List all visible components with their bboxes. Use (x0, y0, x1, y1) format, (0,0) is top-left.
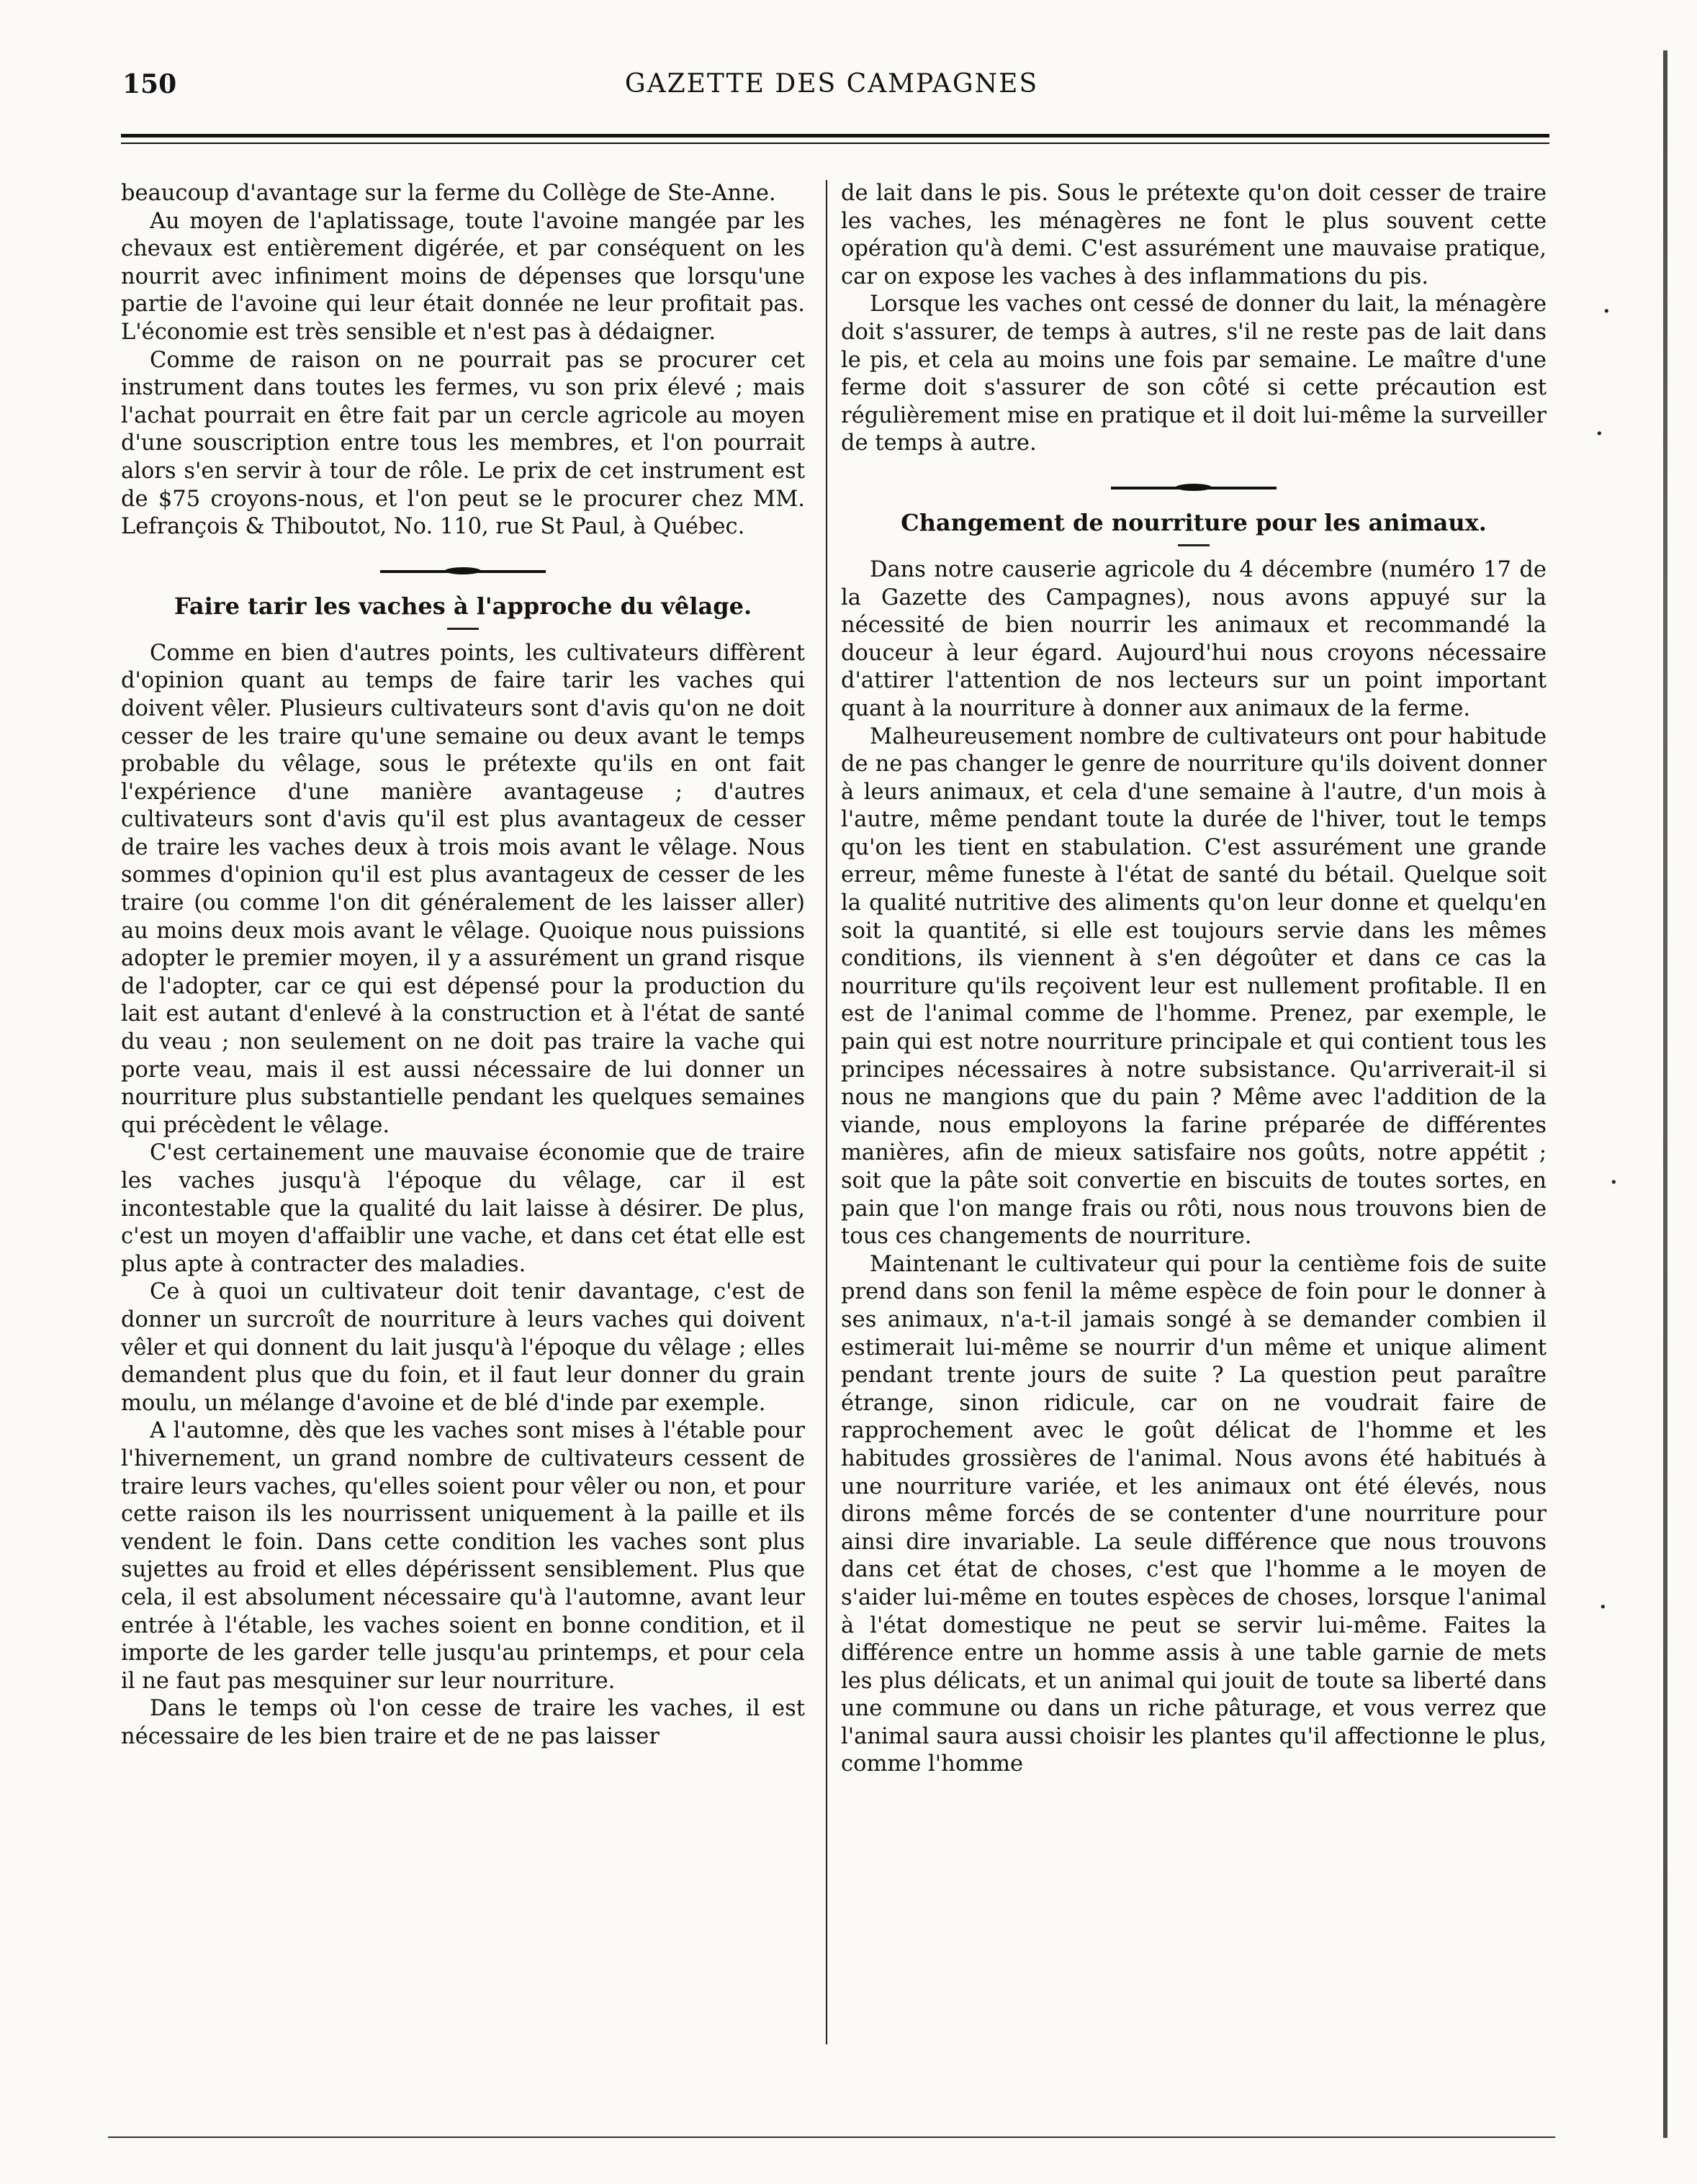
column-divider (826, 180, 827, 2044)
left-paragraph-5: C'est certainement une mauvaise économie que de traire les vaches jusqu'à l'époque du vêlage, car il est incontestable que la qualité du lait laisse à désirer. De plus, c'est un moyen d'affaiblir une vache, et dans cet état elle est plus apte à contracter des maladies. (121, 1140, 805, 1277)
speck-mark: · (1602, 295, 1611, 328)
header-rule-thick (121, 134, 1549, 137)
left-column (121, 180, 805, 1751)
margin-specks (1580, 43, 1688, 2174)
section-ornament (1111, 487, 1277, 489)
left-paragraph-3: Comme de raison on ne pourrait pas se procurer cet instrument dans toutes les fermes, vu son prix élevé ; mais l'achat pourrait en être fait par un cercle agricole au moyen d'une souscription entre tous les membres, et l'on pourrait alors s'en servir à tour de rôle. Le prix de cet instrument est de $75 croyons-nous, et l'on peut se le procurer chez MM. Lefrançois & Thiboutot, No. 110, rue St Paul, à Québec. (121, 347, 805, 540)
heading-dash (1178, 544, 1210, 546)
article-heading-nourriture: Changement de nourriture pour les animaux. (901, 508, 1487, 536)
left-paragraph-7: A l'automne, dès que les vaches sont mises à l'étable pour l'hivernement, un grand nombre de cultivateurs cessent de traire leurs vaches, qu'elles soient pour vêler ou non, et pour cette raison ils les nourrissent uniquement à la paille et ils vendent le foin. Dans cette condition les vaches sont plus sujettes au froid et elles dépérissent sensiblement. Plus que cela, il est absolument nécessaire qu'à l'automne, avant leur entrée à l'étable, les vaches soient en bonne condition, et il importe de les garder telle jusqu'au printemps, et pour cela il ne faut pas mesquiner sur leur nourriture. (121, 1418, 805, 1694)
article-heading-tarir: Faire tarir les vaches à l'approche du vêlage. (174, 592, 752, 620)
left-paragraph-2: Au moyen de l'aplatissage, toute l'avoine mangée par les chevaux est entièrement digérée, et par conséquent on les nourrit avec infiniment moins de dépenses que lorsqu'une partie de l'avoine qui leur était donnée ne leur profitait pas. L'économie est très sensible et n'est pas à dédaigner. (121, 208, 805, 345)
heading-dash (447, 628, 479, 630)
left-paragraph-1: beaucoup d'avantage sur la ferme du Collège de Ste-Anne. (121, 181, 776, 206)
page-header (115, 69, 1548, 112)
right-paragraph-5: Maintenant le cultivateur qui pour la centième fois de suite prend dans son fenil la même espèce de foin pour le donner à ses animaux, n'a-t-il jamais songé à se demander combien il estimerait lui-même se nourrir d'un même et unique aliment pendant trente jours de suite ? La question peut paraître étrange, sinon ridicule, car on ne voudrait faire de rapprochement avec le goût délicat de l'homme et les habitudes grossières de l'animal. Nous avons été habitués à une nourriture variée, et les animaux ont été élevés, nous dirons même forcés de se contenter d'une nourriture pour ainsi dire invariable. La seule différence que nous trouvons dans cet état de choses, c'est que l'homme a le moyen de s'aider lui-même en toutes espèces de choses, lorsque l'animal à l'état domestique ne peut se servir lui-même. Faites la différence entre un homme assis à une table garnie de mets les plus délicats, et un animal qui jouit de toute sa liberté dans une commune ou dans un riche pâturage, et vous verrez que l'animal saura aussi choisir les plantes qu'il affectionne le plus, comme l'homme (841, 1251, 1547, 1777)
speck-mark: · (1595, 418, 1604, 451)
speck-mark: · (1609, 1166, 1619, 1199)
right-paragraph-1: de lait dans le pis. Sous le prétexte qu'on doit cesser de traire les vaches, les ménagères ne font le plus souvent cette opération qu'à demi. C'est assurément une mauvaise pratique, car on expose les vaches à des inflammations du pis. (841, 181, 1547, 289)
footer-rule (108, 2136, 1555, 2138)
right-column (841, 180, 1547, 1779)
left-paragraph-6: Ce à quoi un cultivateur doit tenir davantage, c'est de donner un surcroît de nourriture à leurs vaches qui doivent vêler et qui donnent du lait jusqu'à l'époque du vêlage ; elles demandent plus que du foin, et il faut leur donner du grain moulu, un mélange d'avoine et de blé d'inde par exemple. (121, 1279, 805, 1416)
right-paragraph-2: Lorsque les vaches ont cessé de donner du lait, la ménagère doit s'assurer, de temps à autres, s'il ne reste pas de lait dans le pis, et cela au moins une fois par semaine. Le maître d'une ferme doit s'assurer de son côté si cette précaution est régulièrement mise en pratique et il doit lui-même la surveiller de temps à autre. (841, 292, 1547, 456)
page-number: 150 (122, 69, 177, 99)
left-paragraph-8: Dans le temps où l'on cesse de traire les vaches, il est nécessaire de les bien traire et de ne pas laisser (121, 1696, 805, 1749)
left-paragraph-4: Comme en bien d'autres points, les cultivateurs diffèrent d'opinion quant au temps de faire tarir les vaches qui doivent vêler. Plusieurs cultivateurs sont d'avis qu'on ne doit cesser de les traire qu'une semaine ou deux avant le temps probable du vêlage, sous le prétexte qu'ils en ont fait l'expérience d'une manière avantageuse ; d'autres cultivateurs sont d'avis qu'il est plus avantageux de cesser de traire les vaches deux à trois mois avant le vêlage. Nous sommes d'opinion qu'il est plus avantageux de cesser de les traire (ou comme l'on dit généralement de les laisser aller) au moins deux mois avant le vêlage. Quoique nous puissions adopter le premier moyen, il y a assurément un grand risque de l'adopter, car ce qui est dépensé pour la production du lait est autant d'enlevé à la construction et à l'état de santé du veau ; non seulement on ne doit pas traire la vache qui porte veau, mais il est aussi nécessaire de lui donner un nourriture plus substantielle pendant les quelques semaines qui précèdent le vêlage. (121, 640, 805, 1138)
right-paragraph-4: Malheureusement nombre de cultivateurs ont pour habitude de ne pas changer le genre de nourriture qu'ils doivent donner à leurs animaux, et cela d'une semaine à l'autre, d'un mois à l'autre, même pendant toute la durée de l'hiver, tout le temps qu'on les tient en stabulation. C'est assurément une grande erreur, même funeste à l'état de santé du bétail. Quelque soit la qualité nutritive des aliments qu'on leur donne et quelqu'en soit la quantité, si elle est toujours servie dans les mêmes conditions, ils viennent à s'en dégoûter et dans ce cas la nourriture qu'ils reçoivent leur est nullement profitable. Il en est de l'animal comme de l'homme. Prenez, par exemple, le pain qui est notre nourriture principale et qui contient tous les principes nécessaires à notre subsistance. Qu'arriverait-il si nous ne mangions que du pain ? Même avec l'addition de la viande, nous employons la farine préparée de différentes manières, afin de mieux satisfaire nos goûts, notre appétit ; soit que la pâte soit convertie en biscuits de toutes sortes, en pain que l'on mange frais ou rôti, nous nous trouvons bien de tous ces changements de nourriture. (841, 723, 1547, 1250)
running-title: GAZETTE DES CAMPAGNES (624, 69, 1039, 99)
speck-mark: · (1598, 1591, 1608, 1624)
section-ornament (380, 570, 546, 573)
right-paragraph-3: Dans notre causerie agricole du 4 décembre (numéro 17 de la Gazette des Campagnes), nous avons appuyé sur la nécessité de bien nourrir les animaux et recommandé la douceur à leur égard. Aujourd'hui nous croyons nécessaire d'attirer l'attention de nos lecteurs sur un point important quant à la nourriture à donner aux animaux de la ferme. (841, 556, 1547, 721)
header-rule-thin (121, 143, 1549, 144)
